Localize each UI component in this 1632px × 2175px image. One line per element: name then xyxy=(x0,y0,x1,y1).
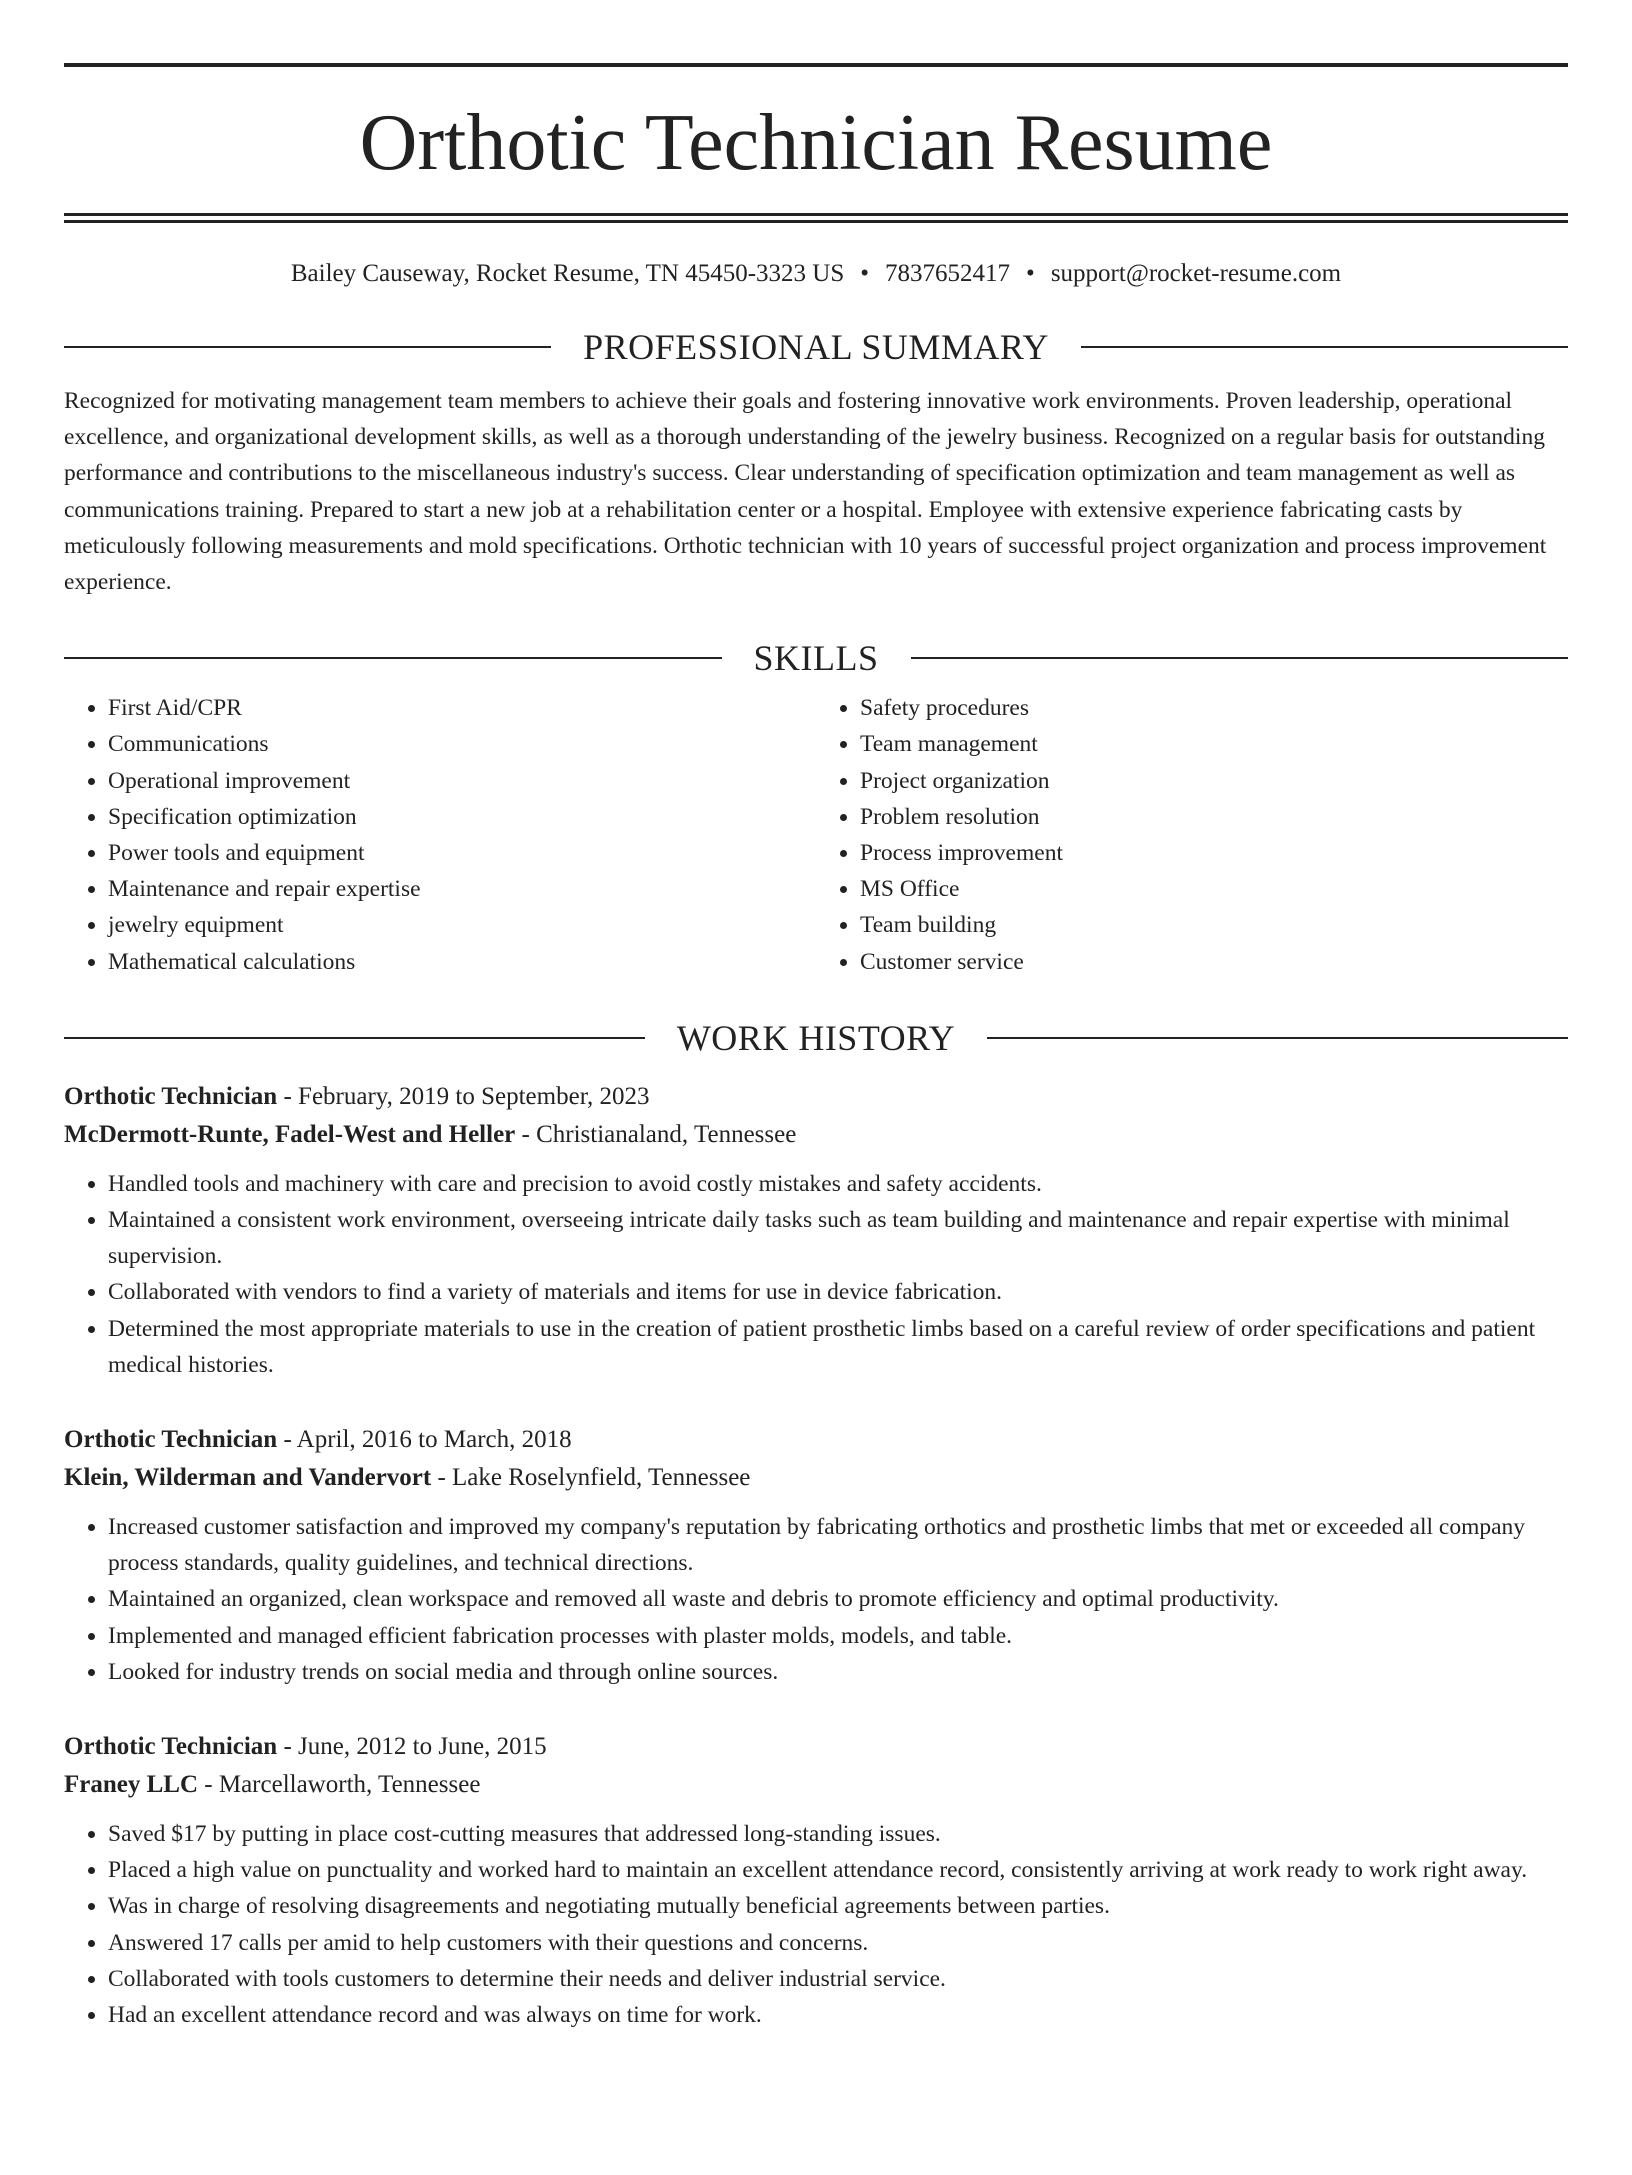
job-bullet: • Collaborated with vendors to find a variety of materials and items for use in device fabrication. xyxy=(108,1274,1568,1310)
skill-item: • Team building xyxy=(860,907,1568,943)
job-bullets xyxy=(64,1509,1568,1690)
skill-item: • Mathematical calculations xyxy=(108,944,816,980)
job-title-line xyxy=(64,1728,1568,1766)
skill-item: • Maintenance and repair expertise xyxy=(108,871,816,907)
contact-address: Bailey Causeway, Rocket Resume, TN 45450-3323 US xyxy=(290,260,845,287)
summary-heading xyxy=(64,327,1568,367)
skill-item: • Safety procedures xyxy=(860,690,1568,726)
job-bullet: • Saved $17 by putting in place cost-cutting measures that addressed long-standing issues. xyxy=(108,1816,1568,1852)
job-entry xyxy=(64,1728,1568,2033)
job-bullet: • Had an excellent attendance record and was always on time for work. xyxy=(108,1997,1568,2033)
skill-item: • Problem resolution xyxy=(860,799,1568,835)
skill-item: • Specification optimization xyxy=(108,799,816,835)
job-location: - Lake Roselynfield, Tennessee xyxy=(431,1464,751,1492)
heading-rule-right xyxy=(1081,346,1568,348)
summary-text: Recognized for motivating management team members to achieve their goals and fostering innovative work environments. Proven leadership, operational excellence, and organizational development skills, as well as a thorough understanding of the jewelry business. Recognized on a regular basis for outstanding performance and contributions to the miscellaneous industry's success. Clear understanding of specification optimization and team management as well as communications training. Prepared to start a new job at a rehabilitation center or a hospital. Employee with extensive experience fabricating casts by meticulously following measurements and mold specifications. Orthotic technician with 10 years of successful project organization and process improvement experience. xyxy=(64,388,1547,596)
heading-rule-right xyxy=(911,657,1569,659)
skills-heading xyxy=(64,638,1568,678)
skill-item: • Process improvement xyxy=(860,835,1568,871)
top-rule xyxy=(64,63,1568,67)
job-dates: - February, 2019 to September, 2023 xyxy=(277,1082,650,1110)
contact-email: support@rocket-resume.com xyxy=(1050,260,1342,287)
job-company: Franey LLC xyxy=(64,1771,199,1799)
skill-item: • Team management xyxy=(860,726,1568,762)
job-bullet: • Determined the most appropriate materials to use in the creation of patient prosthetic limbs based on a careful review of order specifications and patient medical histories. xyxy=(108,1311,1568,1383)
heading-rule-right xyxy=(987,1037,1568,1039)
skill-item: • Operational improvement xyxy=(108,763,816,799)
skill-item: • First Aid/CPR xyxy=(108,690,816,726)
job-bullet: • Implemented and managed efficient fabrication processes with plaster molds, models, and table. xyxy=(108,1618,1568,1654)
resume-page xyxy=(0,63,1632,2175)
skill-item: • MS Office xyxy=(860,871,1568,907)
job-title: Orthotic Technician xyxy=(64,1426,278,1454)
contact-phone: 7837652417 xyxy=(885,260,1011,287)
skill-item: • Customer service xyxy=(860,944,1568,980)
job-entry xyxy=(64,1421,1568,1690)
job-company-line xyxy=(64,1116,1568,1154)
work-history-heading-label: WORK HISTORY xyxy=(676,1017,956,1058)
job-bullet: • Maintained a consistent work environment, overseeing intricate daily tasks such as team building and maintenance and repair expertise with minimal supervision. xyxy=(108,1202,1568,1274)
contact-line xyxy=(64,259,1568,289)
skill-item: • Project organization xyxy=(860,763,1568,799)
job-bullet: • Collaborated with tools customers to determine their needs and deliver industrial service. xyxy=(108,1961,1568,1997)
job-company-line xyxy=(64,1459,1568,1497)
contact-separator: • xyxy=(1026,260,1035,287)
job-bullet: • Was in charge of resolving disagreements and negotiating mutually beneficial agreements between parties. xyxy=(108,1888,1568,1924)
heading-rule-left xyxy=(64,657,722,659)
job-dates: - April, 2016 to March, 2018 xyxy=(277,1426,572,1454)
skill-item: • jewelry equipment xyxy=(108,907,816,943)
job-bullet: • Increased customer satisfaction and improved my company's reputation by fabricating orthotics and prosthetic limbs that met or exceeded all company process standards, quality guidelines, and technical directions. xyxy=(108,1509,1568,1581)
job-company: McDermott-Runte, Fadel-West and Heller xyxy=(64,1120,516,1148)
job-dates: - June, 2012 to June, 2015 xyxy=(277,1733,547,1761)
work-history-heading xyxy=(64,1018,1568,1058)
contact-separator: • xyxy=(860,260,870,287)
title-double-rule xyxy=(64,213,1568,223)
heading-rule-left xyxy=(64,1037,645,1039)
job-bullet: • Placed a high value on punctuality and worked hard to maintain an excellent attendance record, consistently arriving at work ready to work right away. xyxy=(108,1852,1568,1888)
skills-column-left xyxy=(64,690,816,980)
job-bullet: • Handled tools and machinery with care and precision to avoid costly mistakes and safety accidents. xyxy=(108,1166,1568,1202)
job-company: Klein, Wilderman and Vandervort xyxy=(64,1464,432,1492)
job-title: Orthotic Technician xyxy=(64,1733,278,1761)
skills-list xyxy=(64,690,1568,980)
skills-heading-label: SKILLS xyxy=(753,638,879,679)
job-title-line xyxy=(64,1078,1568,1116)
resume-title: Orthotic Technician Resume xyxy=(359,99,1273,187)
job-location: - Christianaland, Tennessee xyxy=(515,1120,797,1148)
job-bullet: • Answered 17 calls per amid to help customers with their questions and concerns. xyxy=(108,1925,1568,1961)
job-bullet: • Looked for industry trends on social media and through online sources. xyxy=(108,1654,1568,1690)
job-entry xyxy=(64,1078,1568,1383)
skill-item: • Communications xyxy=(108,726,816,762)
summary-heading-label: PROFESSIONAL SUMMARY xyxy=(583,327,1049,367)
job-company-line xyxy=(64,1766,1568,1804)
job-bullet: • Maintained an organized, clean workspace and removed all waste and debris to promote efficiency and optimal productivity. xyxy=(108,1581,1568,1617)
heading-rule-left xyxy=(64,346,551,348)
job-bullets xyxy=(64,1816,1568,2033)
skill-item: • Power tools and equipment xyxy=(108,835,816,871)
job-title: Orthotic Technician xyxy=(64,1082,278,1110)
job-bullets xyxy=(64,1166,1568,1383)
job-location: - Marcellaworth, Tennessee xyxy=(198,1771,481,1799)
skills-column-right xyxy=(816,690,1568,980)
job-title-line xyxy=(64,1421,1568,1459)
